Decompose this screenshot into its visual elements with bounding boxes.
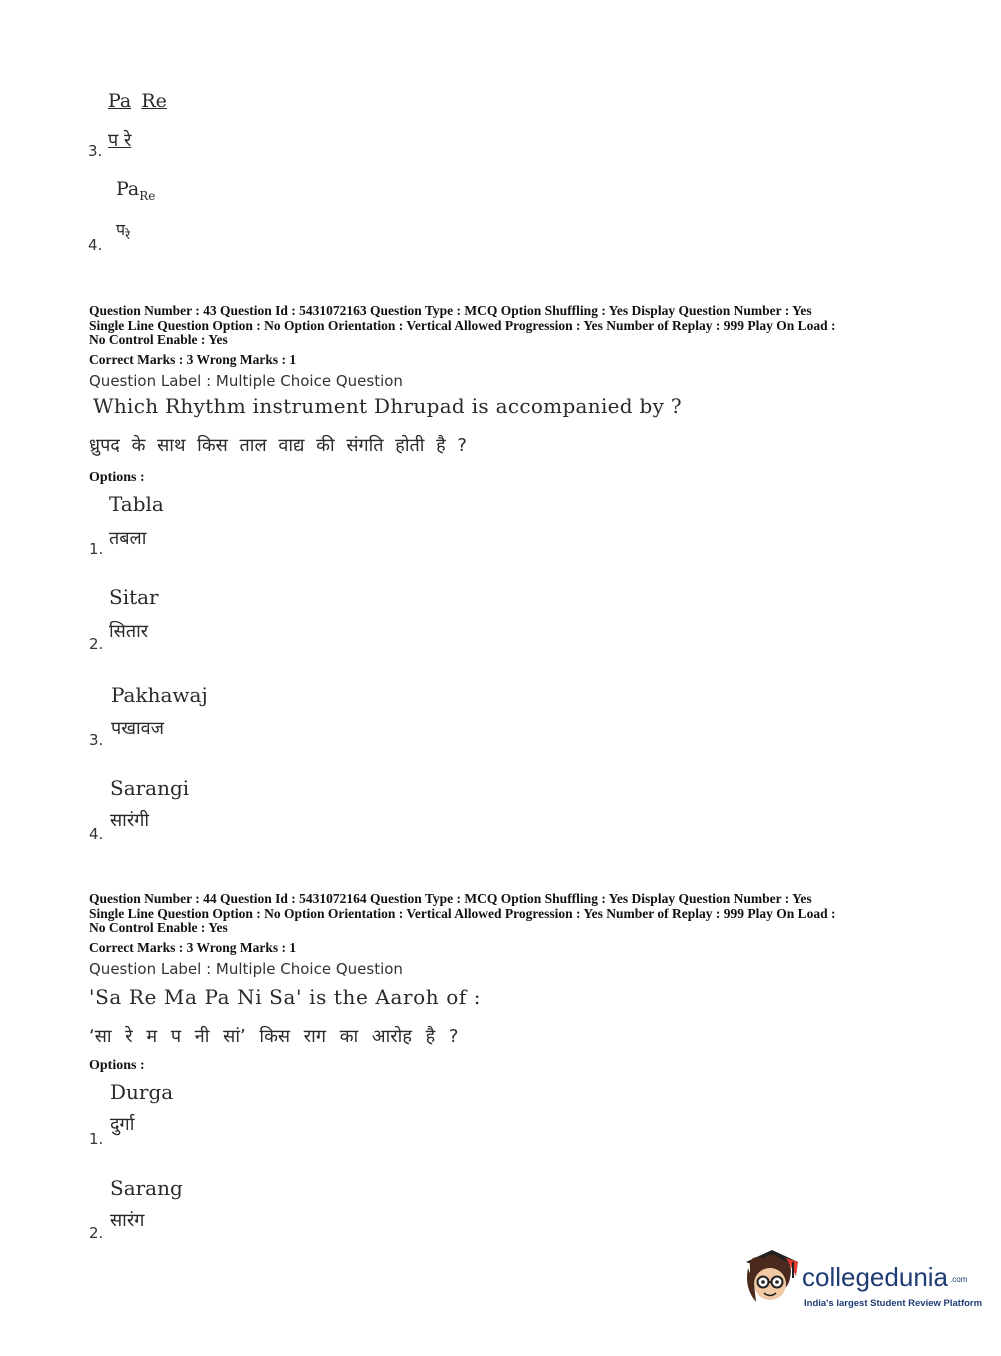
question-meta-line: Single Line Question Option : No Option Orientation : Vertical Allowed Progression : Yes Number of Replay : 999 Play On Load : [89, 905, 836, 921]
question-text-hindi: ‘सा रे म प नी सां’ किस राग का आरोह है ? [89, 1026, 459, 1047]
marks-line: Correct Marks : 3 Wrong Marks : 1 [89, 351, 297, 367]
option-text-english: Sarangi [110, 776, 190, 800]
option-1[interactable] [89, 1078, 289, 1148]
option-number: 1. [89, 1130, 104, 1148]
options-label: Options : [89, 470, 145, 485]
mascot-icon [742, 1248, 802, 1312]
question-label: Question Label : Multiple Choice Question [89, 960, 403, 978]
options-label: Options : [89, 1058, 145, 1073]
option-number: 2. [89, 635, 104, 653]
question-meta-line: No Control Enable : Yes [89, 920, 228, 935]
option-number: 4. [88, 236, 103, 254]
question-text-english: Which Rhythm instrument Dhrupad is accompanied by ? [93, 394, 682, 418]
option-number: 1. [89, 540, 104, 558]
logo-tagline: India's largest Student Review Platform [804, 1298, 983, 1309]
option-2[interactable] [89, 1174, 289, 1244]
logo-suffix: .com [950, 1274, 968, 1284]
option-hindi-text: प रे [108, 130, 132, 151]
option-text-english: Durga [110, 1080, 174, 1104]
option-text-english: Tabla [109, 492, 164, 516]
option-text-hindi: सारंग [110, 1210, 145, 1231]
question-meta-line: Question Number : 44 Question Id : 5431072164 Question Type : MCQ Option Shuffling : Yes Display Question Number : Yes [89, 891, 812, 906]
option-text-hindi: तबला [109, 528, 147, 549]
option-text-hindi: पखावज [111, 718, 164, 739]
option-text-english: Sarang [110, 1176, 183, 1200]
option-4-previous[interactable] [88, 178, 288, 258]
option-en-a: Pa [108, 90, 132, 112]
option-3-previous[interactable] [88, 90, 288, 160]
option-text-hindi: दुर्गा [110, 1114, 135, 1135]
option-number: 3. [88, 142, 103, 160]
option-text-english: Sitar [109, 585, 159, 609]
option-en-superscript: $Pa_{Re}$ [116, 178, 156, 203]
question-meta-line: Question Number : 43 Question Id : 5431072163 Question Type : MCQ Option Shuffling : Yes Display Question Number : Yes [89, 303, 812, 318]
question-meta-line: No Control Enable : Yes [89, 332, 228, 347]
question-44 [89, 892, 919, 955]
option-3[interactable] [89, 681, 289, 751]
question-label: Question Label : Multiple Choice Question [89, 372, 403, 390]
option-1[interactable] [89, 490, 289, 560]
collegedunia-logo[interactable] [742, 1248, 983, 1318]
question-43 [89, 304, 919, 367]
logo-wordmark: collegedunia [802, 1262, 949, 1292]
option-text-english: Pakhawaj [111, 683, 208, 707]
marks-line: Correct Marks : 3 Wrong Marks : 1 [89, 939, 297, 955]
option-4[interactable] [89, 774, 289, 844]
question-text-english: 'Sa Re Ma Pa Ni Sa' is the Aaroh of : [89, 985, 482, 1009]
option-2[interactable] [89, 583, 289, 653]
option-en-b: Re [141, 90, 167, 112]
option-hindi-superscript: प$_{रे}$ [116, 220, 131, 243]
option-text-hindi: सारंगी [110, 810, 149, 831]
option-number: 4. [89, 825, 104, 843]
option-number: 2. [89, 1224, 104, 1242]
question-meta-line: Single Line Question Option : No Option Orientation : Vertical Allowed Progression : Yes Number of Replay : 999 Play On Load : [89, 317, 836, 333]
option-number: 3. [89, 731, 104, 749]
question-text-hindi: ध्रुपद के साथ किस ताल वाद्य की संगति होती है ? [89, 435, 467, 456]
option-text-hindi: सितार [109, 621, 149, 642]
